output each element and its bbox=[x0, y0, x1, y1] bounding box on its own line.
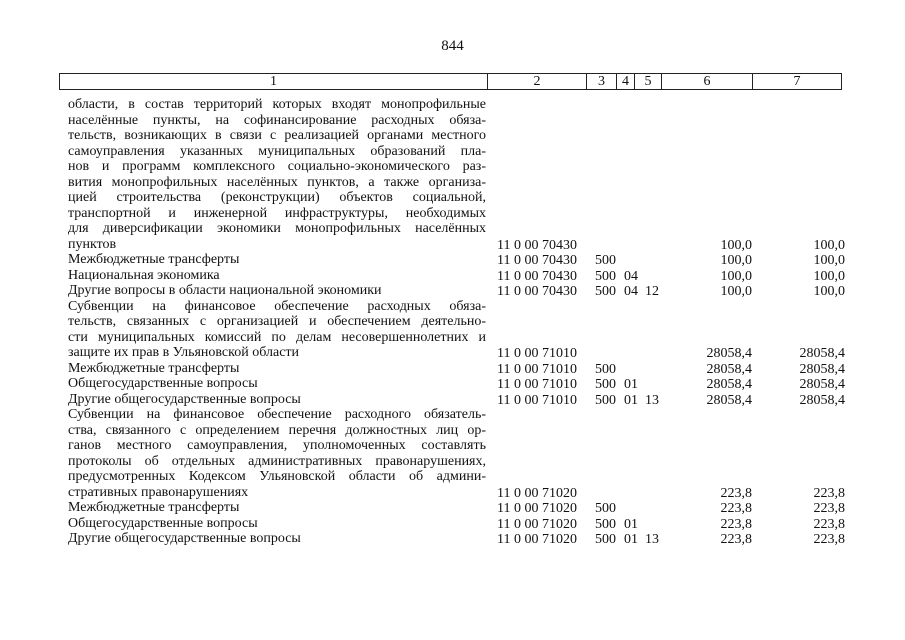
table-header bbox=[59, 73, 842, 90]
page-number: 844 bbox=[441, 38, 464, 54]
row-target-code: 11 0 00 71010 bbox=[497, 361, 577, 377]
row-amount-col6: 100,0 bbox=[720, 253, 752, 268]
row-amount-col6: 28058,4 bbox=[706, 392, 752, 408]
row-amount-col6: 28058,4 bbox=[706, 346, 752, 361]
row-description-line: нов и программ комплексного социально-экономического раз- bbox=[68, 159, 486, 174]
row-description-line: Другие вопросы в области национальной экономики bbox=[68, 283, 382, 298]
row-section: 04 bbox=[624, 268, 638, 284]
row-amount-col6: 100,0 bbox=[720, 284, 752, 299]
row-target-code: 11 0 00 71010 bbox=[497, 392, 577, 408]
row-amount-col7: 100,0 bbox=[813, 237, 845, 253]
row-amount-col7: 223,8 bbox=[813, 485, 845, 501]
row-description-line: Субвенции на финансовое обеспечение расходных обяза- bbox=[68, 298, 486, 314]
row-expense-type: 500 bbox=[595, 268, 616, 284]
row-amount-col7: 28058,4 bbox=[799, 392, 845, 408]
row-description-line: для диверсификации экономики монопрофильных населённых bbox=[68, 221, 486, 236]
row-amount-col6: 223,8 bbox=[720, 532, 752, 547]
row-description-line: тельств, связанных с организацией и обеспечением деятельно- bbox=[68, 314, 486, 329]
row-expense-type: 500 bbox=[595, 361, 616, 377]
row-target-code: 11 0 00 70430 bbox=[497, 253, 577, 268]
row-description-line: транспортной и инженерной инфраструктуры, необходимых bbox=[68, 205, 486, 221]
row-description-line: области, в состав территорий которых входят монопрофильные bbox=[68, 97, 486, 112]
row-description-line: стративных правонарушениях bbox=[68, 484, 249, 500]
row-target-code: 11 0 00 71010 bbox=[497, 377, 577, 392]
row-description-line: сти муниципальных комиссий по делам несовершеннолетних и bbox=[68, 329, 486, 345]
header-col-4: 4 bbox=[617, 74, 635, 89]
row-amount-col7: 223,8 bbox=[813, 501, 845, 516]
row-description-line: Национальная экономика bbox=[68, 267, 220, 283]
row-description-line: протоколы об отдельных административных правонарушениях, bbox=[68, 453, 486, 469]
row-description-line: пунктов bbox=[68, 236, 117, 252]
row-expense-type: 500 bbox=[595, 532, 616, 547]
header-col-7: 7 bbox=[793, 74, 801, 89]
row-section: 01 bbox=[624, 532, 638, 547]
row-amount-col6: 100,0 bbox=[720, 237, 752, 253]
header-col-1: 1 bbox=[60, 74, 488, 89]
header-col-2: 2 bbox=[488, 74, 587, 89]
row-description-line: предусмотренных Кодексом Ульяновской области об админи- bbox=[68, 469, 486, 484]
row-amount-col6: 28058,4 bbox=[706, 377, 752, 392]
row-description-line: тельств, возникающих в связи с реализацией органами местного bbox=[68, 128, 486, 143]
row-target-code: 11 0 00 71010 bbox=[497, 346, 577, 361]
row-subsection: 12 bbox=[645, 284, 659, 299]
row-target-code: 11 0 00 70430 bbox=[497, 237, 577, 253]
row-amount-col6: 28058,4 bbox=[706, 361, 752, 377]
row-amount-col7: 28058,4 bbox=[799, 346, 845, 361]
row-section: 01 bbox=[624, 392, 638, 408]
row-section: 01 bbox=[624, 377, 638, 392]
row-subsection: 13 bbox=[645, 532, 659, 547]
row-target-code: 11 0 00 71020 bbox=[497, 532, 577, 547]
row-expense-type: 500 bbox=[595, 501, 616, 516]
row-amount-col7: 100,0 bbox=[813, 284, 845, 299]
row-description-line: ганов местного самоуправления, уполномоченных составлять bbox=[68, 438, 486, 453]
row-amount-col7: 100,0 bbox=[813, 253, 845, 268]
row-expense-type: 500 bbox=[595, 392, 616, 408]
row-description-line: Межбюджетные трансферты bbox=[68, 252, 240, 267]
row-description-line: населённые пункты, на софинансирование расходных обяза- bbox=[68, 112, 486, 128]
row-amount-col6: 223,8 bbox=[720, 501, 752, 516]
row-expense-type: 500 bbox=[595, 377, 616, 392]
row-amount-col6: 223,8 bbox=[720, 516, 752, 532]
row-amount-col6: 223,8 bbox=[720, 485, 752, 501]
row-description-line: Межбюджетные трансферты bbox=[68, 500, 240, 515]
row-description-line: Общегосударственные вопросы bbox=[68, 376, 258, 391]
row-description-line: Межбюджетные трансферты bbox=[68, 360, 240, 376]
row-description-line: защите их прав в Ульяновской области bbox=[68, 345, 300, 360]
row-expense-type: 500 bbox=[595, 253, 616, 268]
row-amount-col7: 223,8 bbox=[813, 532, 845, 547]
header-col-6: 6 bbox=[662, 74, 753, 89]
row-description-line: Субвенции на финансовое обеспечение расходного обязатель- bbox=[68, 407, 486, 422]
row-expense-type: 500 bbox=[595, 284, 616, 299]
row-amount-col7: 28058,4 bbox=[799, 377, 845, 392]
row-description-line: Другие общегосударственные вопросы bbox=[68, 531, 301, 546]
row-target-code: 11 0 00 71020 bbox=[497, 501, 577, 516]
row-description-line: ства, связанного с определением перечня должностных лиц ор- bbox=[68, 422, 486, 438]
row-target-code: 11 0 00 70430 bbox=[497, 284, 577, 299]
row-description-line: самоуправления указанных муниципальных образований пла- bbox=[68, 143, 486, 159]
row-description-line: Другие общегосударственные вопросы bbox=[68, 391, 301, 407]
row-subsection: 13 bbox=[645, 392, 659, 408]
row-amount-col7: 100,0 bbox=[813, 268, 845, 284]
row-target-code: 11 0 00 71020 bbox=[497, 485, 577, 501]
row-target-code: 11 0 00 71020 bbox=[497, 516, 577, 532]
row-description-line: цией строительства (реконструкции) объектов социальной, bbox=[68, 190, 486, 205]
row-amount-col7: 28058,4 bbox=[799, 361, 845, 377]
header-col-5: 5 bbox=[635, 74, 662, 89]
row-section: 01 bbox=[624, 516, 638, 532]
header-col-3: 3 bbox=[587, 74, 617, 89]
row-description-line: вития монопрофильных населённых пунктов, а также организа- bbox=[68, 174, 486, 190]
row-description-line: Общегосударственные вопросы bbox=[68, 515, 258, 531]
row-amount-col7: 223,8 bbox=[813, 516, 845, 532]
row-expense-type: 500 bbox=[595, 516, 616, 532]
row-section: 04 bbox=[624, 284, 638, 299]
row-target-code: 11 0 00 70430 bbox=[497, 268, 577, 284]
row-amount-col6: 100,0 bbox=[720, 268, 752, 284]
